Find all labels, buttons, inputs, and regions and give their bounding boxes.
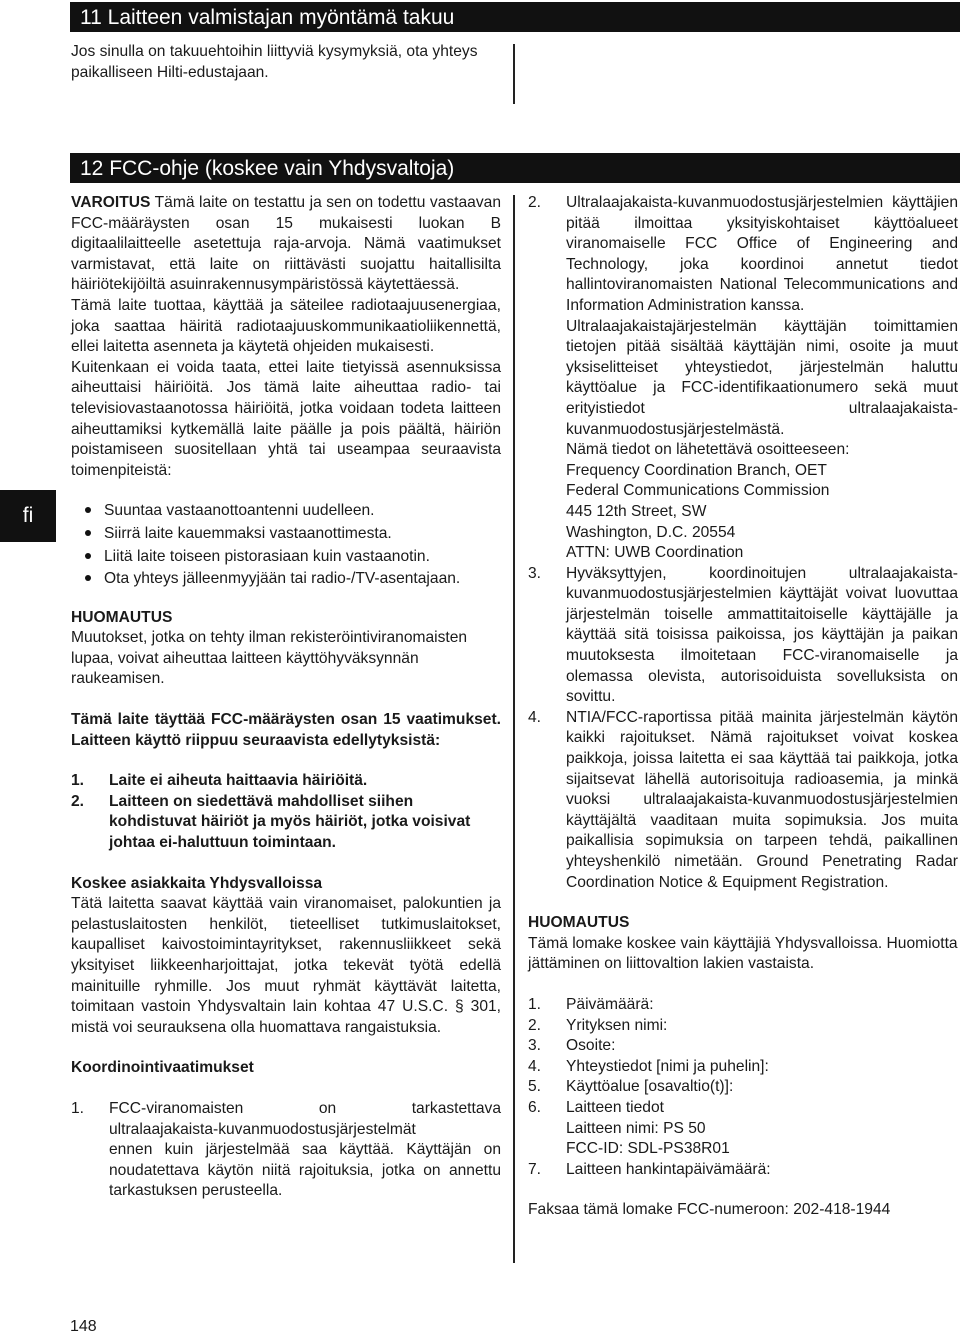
fcc-address: Frequency Coordination Branch, OET Federal Communications Commission 445 12th Street, SW Washington, D.C. 20554 ATTN: UWB Coordination	[566, 461, 830, 562]
coordination-item-2: 2. Ultralaajakaista-kuvanmuodostusjärjestelmien käyttäjien pitää ilmoittaa yksityiskohtaiset käyttöalueet viranomaiselle FCC Office of Engineering and Technology, joka koordinoi annetut tiedot hallintoviranomaisten National Telecommunications and Information Administration kanssa. Ultralaajakaistajärjestelmän käyttäjän toimittamien tietojen pitää sisältää käyttäjän nimi, osoite ja muut yksiselitteiset yhteystiedot, järjestelmän haluttu käyttöalue ja FCC-identifikaationumero sekä muut erityistiedot ultralaajakaista-kuvanmuodostusjärjestelmästä. Nämä tiedot on lähetettävä osoitteeseen: Frequency Coordination Branch, OET Federal Communications Commission 445 12th Street, SW Washington, D.C. 20554 ATTN: UWB Coordination	[528, 193, 958, 564]
form-item: 3. Osoite:	[528, 1037, 616, 1055]
coordination-item-3: 3. Hyväksyttyjen, koordinoitujen ultralaajakaista-kuvanmuodostusjärjestelmien käyttäjät voivat luovuttaa järjestelmän toiselle ammattitaitoiselle käyttäjälle ja käyttää sitä toisissa paikoissa, jos käyttäjän ja paikan muutoksesta ilmoitetaan FCC-viranomaiselle ja olemassa olevista, autorisoiduista sovelluksista on sovittu.	[528, 564, 958, 706]
form-note-heading: HUOMAUTUS	[528, 914, 630, 932]
form-item: 5. Käyttöalue [osavaltio(t)]:	[528, 1078, 734, 1096]
column-divider	[513, 195, 515, 1263]
us-customers-heading: Koskee asiakkaita Yhdysvalloissa	[71, 874, 323, 892]
column-divider-top	[513, 44, 515, 104]
form-item: 7. Laitteen hankintapäivämäärä:	[528, 1160, 771, 1178]
fax-instruction: Faksaa tämä lomake FCC-numeroon: 202-418-1944	[528, 1201, 891, 1219]
language-tab: fi	[0, 490, 56, 542]
remedy-list	[71, 501, 501, 589]
bullet-icon	[85, 507, 91, 513]
condition-item: 1. Laite ei aiheuta haittaavia häiriöitä.	[71, 772, 368, 790]
warning-label: VAROITUS	[71, 194, 151, 211]
bullet-icon	[85, 530, 91, 536]
left-column	[71, 193, 501, 1202]
warning-paragraph	[71, 193, 501, 296]
note-heading: HUOMAUTUS	[71, 608, 173, 626]
coordination-heading: Koordinointivaatimukset	[71, 1059, 254, 1077]
page-number: 148	[70, 1318, 97, 1335]
bullet-icon	[85, 553, 91, 559]
list-item: Ota yhteys jälleenmyyjään tai radio-/TV-asentajaan.	[71, 569, 501, 590]
bullet-icon	[85, 575, 91, 581]
us-customers-text: Tätä laitetta saavat käyttää vain viranomaiset, palokuntien ja pelastuslaitosten henkilöt, tieteelliset tutkimuslaitokset, kaupalliset kaivostoimintayritykset, rakennusliikkeet sekä yksityiset liikkeenharjoittajat, jotka tekevät työtä edellä mainituille ryhmille. Jos muut ryhmät käyttävät laitetta, toimitaan vastoin Yhdysvaltain lain kohtaa 47 U.S.C. § 301, mistä voi seurauksena olla huomattava rangaistuksia.	[71, 895, 501, 1036]
right-column	[528, 193, 958, 1221]
note-text: Muutokset, jotka on tehty ilman rekisteröintiviranomaisten lupaa, voivat aiheuttaa laitteen käyttöhyväksynnän raukeamisen.	[71, 629, 468, 688]
section-11-heading: 11 Laitteen valmistajan myöntämä takuu	[70, 2, 960, 32]
form-item: 6. Laitteen tiedot Laitteen nimi: PS 50 FCC-ID: SDL-PS38R01	[528, 1098, 730, 1158]
registration-form	[528, 995, 958, 1180]
form-note-text: Tämä lomake koskee vain käyttäjiä Yhdysvalloissa. Huomiotta jättäminen on liittovaltion lakien vastaista.	[528, 934, 958, 973]
compliance-text: Tämä laite täyttää FCC-määräysten osan 15 vaatimukset. Laitteen käyttö riippuu seuraavista edellytyksistä:	[71, 711, 501, 749]
list-item: Suuntaa vastaanottoantenni uudelleen.	[71, 501, 501, 522]
emission-paragraph: Tämä laite tuottaa, käyttää ja säteilee radiotaajuusenergiaa, joka saattaa häiritä radiotaajuuskommunikaatioliikennettä, ellei laitetta asenneta ja käytetä ohjeiden mukaisesti.	[71, 296, 501, 356]
warranty-intro	[71, 42, 501, 83]
condition-item: 2. Laitteen on siedettävä mahdolliset siihen kohdistuvat häiriöt ja myös häiriöt, jotka voisivat johtaa ei-haluttuun toimintaan.	[71, 792, 471, 852]
form-item: 4. Yhteystiedot [nimi ja puhelin]:	[528, 1057, 769, 1075]
warranty-text: Jos sinulla on takuuehtoihin liittyviä kysymyksiä, ota yhteys paikalliseen Hilti-edustajaan.	[71, 43, 478, 81]
section-12-heading: 12 FCC-ohje (koskee vain Yhdysvaltoja)	[70, 153, 960, 183]
coordination-item-4: 4. NTIA/FCC-raportissa pitää mainita järjestelmän käytön kaikki rajoitukset. Nämä rajoitukset voivat koskea paikkoja, joissa laitetta ei saa käyttää tai paikkoja, jotka sijaitsevat lähellä autorisoituja radioasemia, ja minkä vuoksi ultralaajakaista-kuvanmuodostusjärjestelmien käyttäjältä vaaditaan muita sopimuksia. Jos muita paikallisia sopimuksia on tarpeen tehdä, paikallinen yhteyshenkilö nimetään. Ground Penetrating Radar Coordination Notice & Equipment Registration.	[528, 708, 958, 891]
warning-text: Tämä laite on testattu ja sen on todettu vastaavan FCC-määräysten osan 15 mukaisesti luokan B digitaalilaitteelle asetettuja raja-arvoja. Nämä vaatimukset varmistavat, että laite on riittävästi suojattu haitallisilta häiriötekijöiltä asuinrakennusympäristössä käytettäessä.	[71, 194, 501, 294]
coordination-item: 1. FCC-viranomaisten on tarkastettava ultralaajakaista-kuvanmuodostusjärjestelmät ennen kuin järjestelmää saa käyttää. Käyttäjän on noudatettava käytön niitä rajoituksia, jotka on annettu tarkastuksen perusteella.	[71, 1099, 501, 1200]
list-item: Siirrä laite kauemmaksi vastaanottimesta.	[71, 524, 501, 545]
list-item: Liitä laite toiseen pistorasiaan kuin vastaanotin.	[71, 547, 501, 568]
form-item: 1. Päivämäärä:	[528, 995, 654, 1013]
form-item: 2. Yrityksen nimi:	[528, 1016, 668, 1034]
interference-paragraph: Kuitenkaan ei voida taata, ettei laite tietyissä asennuksissa aiheuttaisi häiriöitä. Jos tämä laite aiheuttaa radio- tai televisiovastaanotossa häiriöitä, jotka voidaan todeta laitteen aiheuttamiksi kytkemällä laite päälle ja pois päältä, häiriön poistamiseen suositellaan yhtä tai useampaa seuraavista toimenpiteistä:	[71, 358, 501, 479]
